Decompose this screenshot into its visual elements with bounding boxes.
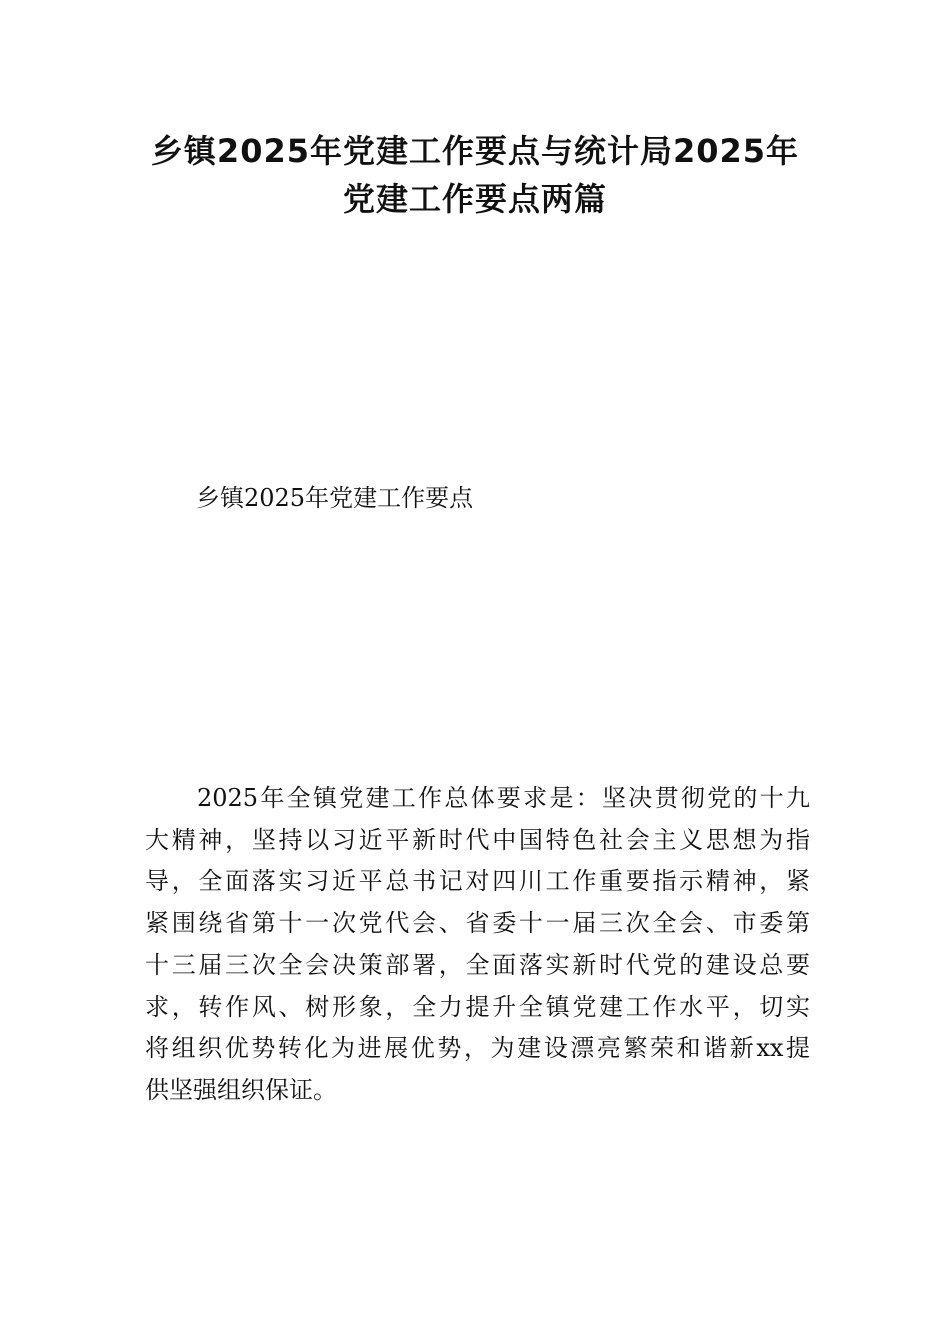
paragraph-line-7: 将组织优势转化为进展优势，为建设漂亮繁荣和谐新xx提 — [145, 1034, 810, 1063]
paragraph-line-5: 十三届三次全会决策部署，全面落实新时代党的建设总要 — [145, 950, 810, 979]
document-title-line-1: 乡镇2025年党建工作要点与统计局2025年 — [150, 132, 800, 170]
section-heading: 乡镇2025年党建工作要点 — [196, 484, 474, 512]
body-paragraph — [145, 778, 810, 1112]
paragraph-line-4: 紧围绕省第十一次党代会、省委十一届三次全会、市委第 — [145, 909, 810, 938]
document-title-line-2: 党建工作要点两篇 — [342, 180, 607, 218]
paragraph-line-8: 供坚强组织保证。 — [145, 1075, 337, 1104]
paragraph-line-2: 大精神，坚持以习近平新时代中国特色社会主义思想为指 — [145, 825, 810, 854]
document-title — [120, 127, 830, 223]
paragraph-line-6: 求，转作风、树形象，全力提升全镇党建工作水平，切实 — [145, 992, 810, 1021]
paragraph-line-3: 导，全面落实习近平总书记对四川工作重要指示精神，紧 — [145, 867, 810, 896]
paragraph-line-1: 2025年全镇党建工作总体要求是：坚决贯彻党的十九 — [197, 784, 810, 812]
